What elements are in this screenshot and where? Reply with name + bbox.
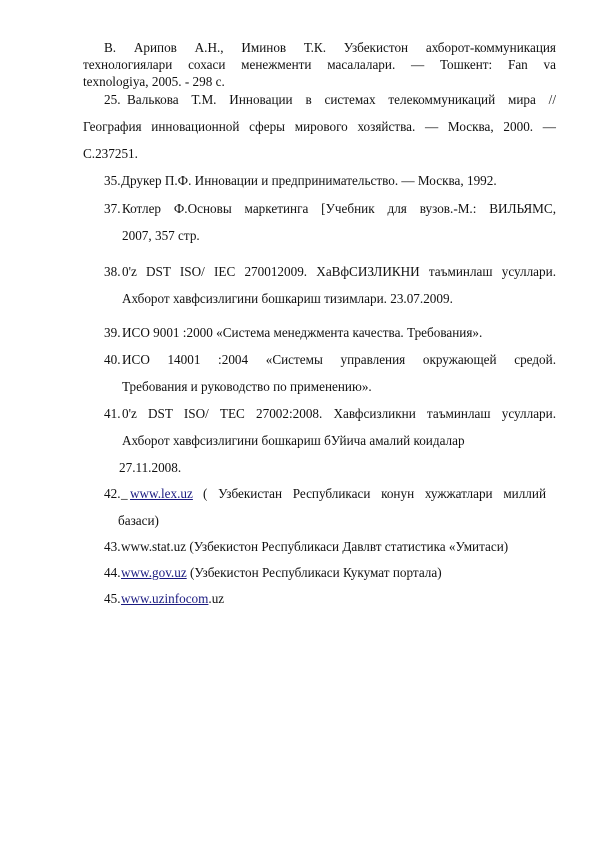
ref-39-line-1: ИСО 9001 :2000 «Система менеджмента качества. Требования». bbox=[122, 325, 483, 340]
ref-42-number: 42. bbox=[104, 486, 121, 501]
ref-42-link[interactable]: www.lex.uz bbox=[130, 486, 193, 501]
ref-25-line-3: С.237251. bbox=[83, 146, 138, 161]
ref-45-line-1: .uz bbox=[208, 591, 225, 606]
ref-44-line-1: (Узбекистон Республикаси Кукумат портала) bbox=[186, 565, 442, 580]
ref-37-line-1: Котлер Ф.Основы маркетинга [Учебник для вузов.-М.: ВИЛЬЯМС, bbox=[122, 201, 556, 216]
ref-44-number: 44. bbox=[104, 565, 121, 580]
ref-39-number: 39. bbox=[104, 325, 121, 340]
ref-40-number: 40. bbox=[104, 352, 121, 367]
ref-45-link[interactable]: www.uzinfocom bbox=[121, 591, 209, 606]
ref-44-link[interactable]: www.gov.uz bbox=[121, 565, 187, 580]
ref-41-line-3: 27.11.2008. bbox=[119, 460, 182, 475]
ref-44-item bbox=[121, 565, 442, 581]
ref-35-number: 35. bbox=[104, 173, 121, 188]
ref-41-line-2: Ахборот хавфсизлигини бошкариш бУйича амалий коидалар bbox=[122, 433, 465, 448]
ref-45-number: 45. bbox=[104, 591, 121, 606]
ref-42-line-2: базаси) bbox=[118, 513, 159, 528]
ref-41-number: 41. bbox=[104, 406, 121, 421]
ref-41-line-1: 0'z DST ISO/ ТЕС 27002:2008. Хавфсизликни таъминлаш усуллари. bbox=[122, 406, 556, 421]
ref-38-line-1: 0'z DST ISO/ IEC 270012009. ХаВфСИЗЛИКНИ таъминлаш усуллари. bbox=[122, 264, 556, 279]
ref-40-line-1: ИСО 14001 :2004 «Системы управления окружающей средой. bbox=[122, 352, 556, 367]
ref-35-line-1: Друкер П.Ф. Инновации и предпринимательство. — Москва, 1992. bbox=[121, 173, 497, 188]
ref-45-item bbox=[121, 591, 224, 607]
ref-43-number: 43. bbox=[104, 539, 121, 554]
ref-25-line-2: География инновационной сферы мирового хозяйства. — Москва, 2000. — bbox=[83, 119, 556, 134]
ref-aripov-line-1: В. Арипов А.Н., Иминов Т.К. Узбекистон ахборот-коммуникация bbox=[104, 40, 556, 55]
ref-aripov-line-3: texnologiya, 2005. - 298 с. bbox=[83, 74, 225, 89]
ref-37-line-2: 2007, 357 стр. bbox=[122, 228, 200, 243]
ref-37-number: 37. bbox=[104, 201, 121, 216]
ref-38-number: 38. bbox=[104, 264, 121, 279]
ref-aripov-line-2: технологиялари сохаси менежменти масалалари. — Тошкент: Fan va bbox=[83, 57, 556, 72]
ref-42-line-1: ( Узбекистан Республикаси конун хужжатлари миллий bbox=[203, 486, 546, 501]
ref-38-line-2: Ахборот хавфсизлигини бошкариш тизимлари. 23.07.2009. bbox=[122, 291, 453, 306]
ref-43-line-1: www.stat.uz (Узбекистон Республикаси Давлвт статистика «Умитаси) bbox=[121, 539, 509, 554]
ref-40-line-2: Требования и руководство по применению». bbox=[122, 379, 372, 394]
ref-25-line-1: Валькова Т.М. Инновации в системах телекоммуникаций мира // bbox=[127, 92, 556, 107]
ref-42-prefix: _ bbox=[121, 486, 128, 501]
ref-25-number: 25. bbox=[104, 92, 121, 107]
